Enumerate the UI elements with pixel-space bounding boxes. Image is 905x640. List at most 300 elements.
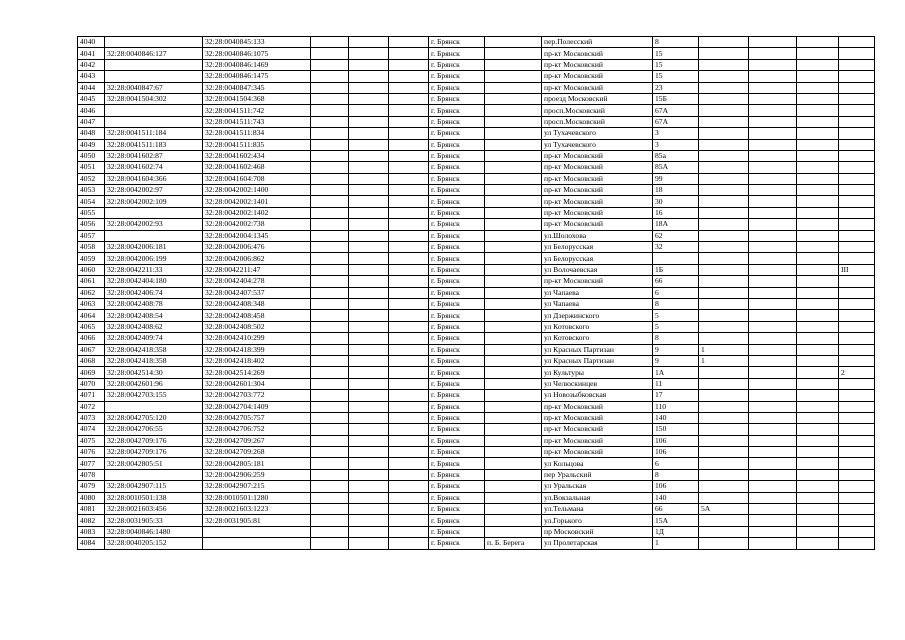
table-row [78, 139, 875, 150]
city-cell: г. Брянск [429, 150, 485, 161]
city-cell: г. Брянск [429, 481, 485, 492]
house-number-cell: 15 [653, 48, 699, 59]
house-number-cell: 30 [653, 196, 699, 207]
blank-cell [749, 196, 797, 207]
blank-cell [349, 526, 389, 537]
blank-cell [349, 367, 389, 378]
table-row [78, 48, 875, 59]
building-cell [699, 253, 749, 264]
house-number-cell: 3 [653, 139, 699, 150]
blank-cell [389, 93, 429, 104]
house-number-cell: 6 [653, 287, 699, 298]
blank-cell [797, 230, 839, 241]
table-row [78, 424, 875, 435]
blank-cell [797, 150, 839, 161]
row-number-cell: 4081 [78, 504, 105, 515]
table-row [78, 469, 875, 480]
blank-cell [797, 447, 839, 458]
building-cadastral-number-cell: 32:28:0042906:259 [203, 469, 311, 480]
row-number-cell: 4042 [78, 59, 105, 70]
blank-cell [797, 116, 839, 127]
row-number-cell: 4084 [78, 538, 105, 549]
note-cell [839, 310, 875, 321]
table-row [78, 481, 875, 492]
building-cadastral-number-cell: 32:28:0041511:834 [203, 128, 311, 139]
land-cadastral-number-cell: 32:28:0042211:33 [105, 264, 203, 275]
blank-cell [797, 321, 839, 332]
blank-cell [797, 128, 839, 139]
blank-cell [749, 310, 797, 321]
house-number-cell [653, 253, 699, 264]
blank-cell [749, 390, 797, 401]
blank-cell [749, 230, 797, 241]
blank-cell [749, 538, 797, 549]
street-cell: пр-кт Московский [542, 435, 653, 446]
table-row [78, 207, 875, 218]
blank-cell [797, 424, 839, 435]
house-number-cell: 66 [653, 504, 699, 515]
house-number-cell: 5 [653, 321, 699, 332]
blank-cell [389, 82, 429, 93]
row-number-cell: 4070 [78, 378, 105, 389]
blank-cell [389, 219, 429, 230]
note-cell [839, 82, 875, 93]
building-cadastral-number-cell: 32:28:0041504:368 [203, 93, 311, 104]
land-cadastral-number-cell: 32:28:0042002:93 [105, 219, 203, 230]
blank-cell [349, 59, 389, 70]
street-cell: ул.Горького [542, 515, 653, 526]
table-row [78, 492, 875, 503]
building-cell [699, 424, 749, 435]
row-number-cell: 4078 [78, 469, 105, 480]
building-cell [699, 378, 749, 389]
blank-cell [389, 59, 429, 70]
blank-cell [389, 37, 429, 48]
building-cell [699, 37, 749, 48]
city-cell: г. Брянск [429, 333, 485, 344]
land-cadastral-number-cell: 32:28:0041511:184 [105, 128, 203, 139]
building-cell: 1 [699, 344, 749, 355]
row-number-cell: 4040 [78, 37, 105, 48]
city-cell: г. Брянск [429, 219, 485, 230]
blank-cell [311, 162, 349, 173]
note-cell [839, 492, 875, 503]
land-cadastral-number-cell: 32:28:0041602:87 [105, 150, 203, 161]
land-cadastral-number-cell: 32:28:0031905:33 [105, 515, 203, 526]
note-cell [839, 185, 875, 196]
blank-cell [797, 515, 839, 526]
land-cadastral-number-cell: 32:28:0042409:74 [105, 333, 203, 344]
street-cell: пер Уральский [542, 469, 653, 480]
blank-cell [311, 207, 349, 218]
blank-cell [749, 173, 797, 184]
table-row [78, 173, 875, 184]
house-number-cell: 8 [653, 37, 699, 48]
settlement-cell: п. Б. Берега [485, 538, 542, 549]
building-cell [699, 287, 749, 298]
blank-cell [389, 128, 429, 139]
blank-cell [349, 219, 389, 230]
table-row [78, 310, 875, 321]
building-cadastral-number-cell: 32:28:0042211:47 [203, 264, 311, 275]
city-cell: г. Брянск [429, 59, 485, 70]
row-number-cell: 4047 [78, 116, 105, 127]
table-row [78, 242, 875, 253]
blank-cell [349, 298, 389, 309]
note-cell [839, 93, 875, 104]
blank-cell [389, 367, 429, 378]
blank-cell [749, 207, 797, 218]
street-cell: проезд Московский [542, 93, 653, 104]
settlement-cell [485, 105, 542, 116]
blank-cell [311, 355, 349, 366]
note-cell [839, 481, 875, 492]
blank-cell [389, 526, 429, 537]
building-cadastral-number-cell: 32:28:0042601:304 [203, 378, 311, 389]
table-row [78, 59, 875, 70]
note-cell [839, 128, 875, 139]
building-cell [699, 230, 749, 241]
house-number-cell: 106 [653, 481, 699, 492]
blank-cell [389, 333, 429, 344]
blank-cell [749, 298, 797, 309]
building-cell [699, 207, 749, 218]
settlement-cell [485, 253, 542, 264]
blank-cell [311, 469, 349, 480]
blank-cell [311, 435, 349, 446]
blank-cell [311, 82, 349, 93]
settlement-cell [485, 481, 542, 492]
city-cell: г. Брянск [429, 276, 485, 287]
house-number-cell: 110 [653, 401, 699, 412]
settlement-cell [485, 207, 542, 218]
note-cell [839, 333, 875, 344]
row-number-cell: 4049 [78, 139, 105, 150]
table-row [78, 538, 875, 549]
house-number-cell: 3 [653, 128, 699, 139]
blank-cell [311, 481, 349, 492]
blank-cell [797, 412, 839, 423]
blank-cell [311, 538, 349, 549]
house-number-cell: 15Б [653, 93, 699, 104]
blank-cell [311, 424, 349, 435]
land-cadastral-number-cell: 32:28:0042709:176 [105, 447, 203, 458]
building-cadastral-number-cell: 32:28:0042418:402 [203, 355, 311, 366]
blank-cell [349, 469, 389, 480]
blank-cell [389, 173, 429, 184]
house-number-cell: 8 [653, 333, 699, 344]
settlement-cell [485, 287, 542, 298]
building-cell [699, 116, 749, 127]
note-cell [839, 378, 875, 389]
land-cadastral-number-cell: 32:28:0041604:366 [105, 173, 203, 184]
note-cell [839, 298, 875, 309]
note-cell [839, 71, 875, 82]
note-cell [839, 515, 875, 526]
house-number-cell: 16 [653, 207, 699, 218]
city-cell: г. Брянск [429, 253, 485, 264]
blank-cell [349, 162, 389, 173]
blank-cell [749, 355, 797, 366]
note-cell [839, 390, 875, 401]
building-cadastral-number-cell: 32:28:0042410:299 [203, 333, 311, 344]
building-cadastral-number-cell: 32:28:0031905:81 [203, 515, 311, 526]
blank-cell [349, 173, 389, 184]
settlement-cell [485, 412, 542, 423]
note-cell [839, 424, 875, 435]
table-row [78, 344, 875, 355]
house-number-cell: 85а [653, 150, 699, 161]
blank-cell [749, 162, 797, 173]
note-cell: III [839, 264, 875, 275]
row-number-cell: 4052 [78, 173, 105, 184]
building-cadastral-number-cell: 32:28:0042514:269 [203, 367, 311, 378]
registry-table-body [78, 37, 875, 550]
blank-cell [311, 128, 349, 139]
building-cell [699, 447, 749, 458]
blank-cell [797, 435, 839, 446]
blank-cell [797, 139, 839, 150]
land-cadastral-number-cell: 32:28:0042706:55 [105, 424, 203, 435]
settlement-cell [485, 139, 542, 150]
row-number-cell: 4067 [78, 344, 105, 355]
street-cell: ул Тухачевского [542, 139, 653, 150]
city-cell: г. Брянск [429, 526, 485, 537]
table-row [78, 71, 875, 82]
house-number-cell: 18А [653, 219, 699, 230]
street-cell: ул.Шолохова [542, 230, 653, 241]
row-number-cell: 4045 [78, 93, 105, 104]
table-row [78, 150, 875, 161]
city-cell: г. Брянск [429, 390, 485, 401]
land-cadastral-number-cell: 32:28:0042404:180 [105, 276, 203, 287]
house-number-cell: 85А [653, 162, 699, 173]
note-cell [839, 116, 875, 127]
table-row [78, 253, 875, 264]
blank-cell [749, 242, 797, 253]
city-cell: г. Брянск [429, 242, 485, 253]
house-number-cell: 140 [653, 412, 699, 423]
house-number-cell: 1Д [653, 526, 699, 537]
house-number-cell: 23 [653, 82, 699, 93]
land-cadastral-number-cell [105, 230, 203, 241]
blank-cell [797, 481, 839, 492]
row-number-cell: 4069 [78, 367, 105, 378]
blank-cell [349, 481, 389, 492]
blank-cell [349, 538, 389, 549]
street-cell: пер.Полесский [542, 37, 653, 48]
blank-cell [749, 401, 797, 412]
land-cadastral-number-cell: 32:28:0042418:358 [105, 355, 203, 366]
city-cell: г. Брянск [429, 93, 485, 104]
blank-cell [349, 287, 389, 298]
land-cadastral-number-cell: 32:28:0042907:115 [105, 481, 203, 492]
blank-cell [389, 469, 429, 480]
blank-cell [389, 287, 429, 298]
settlement-cell [485, 378, 542, 389]
building-cell [699, 401, 749, 412]
blank-cell [749, 59, 797, 70]
blank-cell [797, 242, 839, 253]
building-cell [699, 173, 749, 184]
land-cadastral-number-cell: 32:28:0042002:109 [105, 196, 203, 207]
blank-cell [349, 515, 389, 526]
street-cell: пр-кт Московский [542, 185, 653, 196]
note-cell [839, 230, 875, 241]
city-cell: г. Брянск [429, 412, 485, 423]
row-number-cell: 4058 [78, 242, 105, 253]
blank-cell [749, 412, 797, 423]
street-cell: ул Новозыбковская [542, 390, 653, 401]
street-cell: пр-кт Московский [542, 71, 653, 82]
blank-cell [797, 458, 839, 469]
blank-cell [797, 185, 839, 196]
note-cell [839, 504, 875, 515]
blank-cell [797, 526, 839, 537]
settlement-cell [485, 150, 542, 161]
city-cell: г. Брянск [429, 298, 485, 309]
note-cell [839, 412, 875, 423]
settlement-cell [485, 515, 542, 526]
building-cadastral-number-cell [203, 538, 311, 549]
row-number-cell: 4041 [78, 48, 105, 59]
note-cell [839, 253, 875, 264]
blank-cell [797, 105, 839, 116]
blank-cell [797, 93, 839, 104]
blank-cell [749, 492, 797, 503]
blank-cell [389, 492, 429, 503]
note-cell [839, 207, 875, 218]
city-cell: г. Брянск [429, 492, 485, 503]
blank-cell [311, 116, 349, 127]
street-cell: пр-кт Московский [542, 196, 653, 207]
row-number-cell: 4062 [78, 287, 105, 298]
house-number-cell: 18 [653, 185, 699, 196]
blank-cell [311, 390, 349, 401]
row-number-cell: 4059 [78, 253, 105, 264]
blank-cell [311, 504, 349, 515]
blank-cell [389, 538, 429, 549]
note-cell [839, 401, 875, 412]
settlement-cell [485, 37, 542, 48]
note-cell [839, 458, 875, 469]
table-row [78, 37, 875, 48]
settlement-cell [485, 196, 542, 207]
settlement-cell [485, 390, 542, 401]
city-cell: г. Брянск [429, 116, 485, 127]
building-cadastral-number-cell: 32:28:0042705:757 [203, 412, 311, 423]
street-cell: ул Пролетарская [542, 538, 653, 549]
house-number-cell: 5 [653, 310, 699, 321]
street-cell: ул Котовского [542, 321, 653, 332]
house-number-cell: 106 [653, 447, 699, 458]
land-cadastral-number-cell: 32:28:0042514:30 [105, 367, 203, 378]
house-number-cell: 106 [653, 435, 699, 446]
blank-cell [797, 48, 839, 59]
building-cell [699, 82, 749, 93]
building-cadastral-number-cell: 32:28:0041511:835 [203, 139, 311, 150]
row-number-cell: 4082 [78, 515, 105, 526]
land-cadastral-number-cell: 32:28:0042006:181 [105, 242, 203, 253]
blank-cell [349, 344, 389, 355]
note-cell [839, 59, 875, 70]
building-cell [699, 538, 749, 549]
city-cell: г. Брянск [429, 447, 485, 458]
street-cell: пр-кт Московский [542, 173, 653, 184]
blank-cell [749, 185, 797, 196]
row-number-cell: 4051 [78, 162, 105, 173]
row-number-cell: 4063 [78, 298, 105, 309]
row-number-cell: 4050 [78, 150, 105, 161]
blank-cell [797, 196, 839, 207]
blank-cell [389, 71, 429, 82]
building-cadastral-number-cell: 32:28:0042408:458 [203, 310, 311, 321]
building-cadastral-number-cell: 32:28:0042006:476 [203, 242, 311, 253]
city-cell: г. Брянск [429, 367, 485, 378]
building-cadastral-number-cell: 32:28:0041511:743 [203, 116, 311, 127]
city-cell: г. Брянск [429, 173, 485, 184]
blank-cell [349, 253, 389, 264]
row-number-cell: 4044 [78, 82, 105, 93]
street-cell: пр Московский [542, 526, 653, 537]
city-cell: г. Брянск [429, 515, 485, 526]
note-cell [839, 287, 875, 298]
row-number-cell: 4048 [78, 128, 105, 139]
settlement-cell [485, 116, 542, 127]
blank-cell [349, 424, 389, 435]
street-cell: пр-кт Московский [542, 424, 653, 435]
settlement-cell [485, 447, 542, 458]
table-row [78, 287, 875, 298]
street-cell: ул Кольцова [542, 458, 653, 469]
building-cell [699, 93, 749, 104]
land-cadastral-number-cell: 32:28:0041511:183 [105, 139, 203, 150]
settlement-cell [485, 276, 542, 287]
blank-cell [749, 469, 797, 480]
house-number-cell: 1А [653, 367, 699, 378]
building-cell [699, 150, 749, 161]
blank-cell [389, 253, 429, 264]
building-cadastral-number-cell: 32:28:0042002:1400 [203, 185, 311, 196]
street-cell: ул Чапаева [542, 287, 653, 298]
settlement-cell [485, 162, 542, 173]
house-number-cell: 66 [653, 276, 699, 287]
note-cell [839, 196, 875, 207]
house-number-cell: 11 [653, 378, 699, 389]
building-cadastral-number-cell: 32:28:0021603:1223 [203, 504, 311, 515]
city-cell: г. Брянск [429, 71, 485, 82]
blank-cell [349, 390, 389, 401]
street-cell: пр-кт Московский [542, 48, 653, 59]
city-cell: г. Брянск [429, 48, 485, 59]
blank-cell [389, 504, 429, 515]
blank-cell [389, 48, 429, 59]
land-cadastral-number-cell [105, 71, 203, 82]
street-cell: ул.Вокзальная [542, 492, 653, 503]
blank-cell [749, 150, 797, 161]
blank-cell [349, 412, 389, 423]
house-number-cell: 1 [653, 538, 699, 549]
blank-cell [749, 116, 797, 127]
table-row [78, 321, 875, 332]
row-number-cell: 4057 [78, 230, 105, 241]
settlement-cell [485, 298, 542, 309]
row-number-cell: 4072 [78, 401, 105, 412]
building-cadastral-number-cell: 32:28:0042408:348 [203, 298, 311, 309]
building-cadastral-number-cell: 32:28:0042703:772 [203, 390, 311, 401]
note-cell [839, 447, 875, 458]
blank-cell [389, 344, 429, 355]
